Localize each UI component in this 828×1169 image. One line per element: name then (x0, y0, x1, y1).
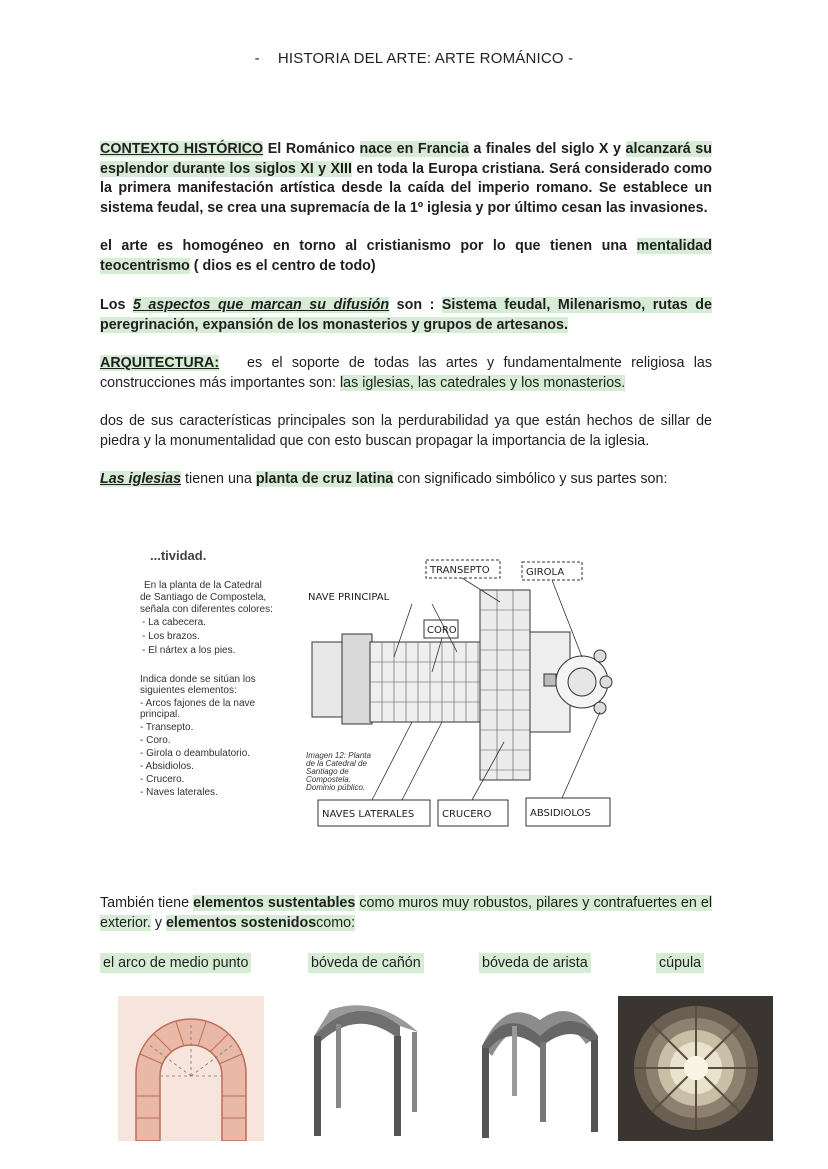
figure-list-line: principal. (140, 709, 181, 720)
figure-list-line: - Girola o deambulatorio. (140, 748, 251, 759)
figure-list-text (140, 674, 256, 798)
contexto-heading: CONTEXTO HISTÓRICO (100, 141, 264, 157)
tag-coro: CORO (427, 625, 457, 636)
tag-girola: GIROLA (526, 567, 565, 578)
aspectos-text-3: son : (396, 297, 435, 313)
figure-list-line: - Naves laterales. (140, 787, 218, 798)
tag-nave-principal: NAVE PRINCIPAL (308, 592, 390, 603)
caracteristicas-text: dos de sus características principales son la perdurabilidad ya que están hechos de sillar de piedra y la monumentalidad que con esto buscan propagar la importancia de la iglesia. (100, 413, 712, 449)
title-text: HISTORIA DEL ARTE: ARTE ROMÁNICO - (277, 50, 574, 67)
cupula-image (618, 996, 773, 1141)
iglesias-text-3: planta de cruz latina (255, 471, 394, 487)
figure-intro-line: - El nártex a los pies. (142, 645, 236, 656)
figure-list-line: - Coro. (140, 735, 171, 746)
cathedral-plan-drawing (112, 522, 692, 852)
sustentables-paragraph (100, 894, 712, 933)
tag-naves-laterales: NAVES LATERALES (322, 809, 415, 820)
figure-intro-text (140, 580, 273, 656)
caption-line: de la Catedral de (306, 759, 367, 768)
arquitectura-text-2: las iglesias, las catedrales y los monasterios. (340, 374, 626, 391)
groin-vault-illustration (476, 996, 604, 1141)
figure-caption (306, 751, 371, 792)
iglesias-paragraph (100, 470, 712, 490)
figure-intro-line: - Los brazos. (142, 631, 200, 642)
boveda-arista-image (476, 996, 604, 1141)
arco-medio-punto-image (118, 996, 264, 1141)
sustentables-text-1: También tiene (100, 895, 190, 911)
sustentables-text-4: y (154, 914, 162, 931)
homogeneo-text-3: ( dios es el centro de todo) (193, 257, 376, 274)
document-title (0, 50, 828, 67)
caracteristicas-paragraph (100, 412, 712, 451)
figure-heading: ...tividad. (150, 548, 207, 563)
label-boveda-canon: bóveda de cañón (308, 953, 424, 973)
contexto-text-2: nace en Francia (359, 141, 469, 157)
elementos-labels (100, 953, 712, 975)
iglesias-heading: Las iglesias (100, 471, 182, 487)
iglesias-text-2: tienen una (185, 471, 252, 487)
tag-crucero: CRUCERO (442, 809, 492, 820)
figure-list-line: - Absidiolos. (140, 761, 194, 772)
caption-line: Santiago de (306, 767, 349, 776)
figure-list-line: - Transepto. (140, 722, 194, 733)
contexto-text-4: alcanzará su esplendor durante los siglos XI y XIII (100, 141, 712, 177)
contexto-paragraph (100, 140, 712, 218)
aspectos-paragraph (100, 296, 712, 335)
arquitectura-paragraph (100, 354, 712, 393)
iglesias-text-4: con significado simbólico y sus partes son: (397, 471, 668, 487)
figure-intro-line: En la planta de la Catedral (144, 580, 262, 591)
sustentables-text-3: como muros muy robustos, pilares y contrafuertes en el exterior. (100, 895, 713, 931)
sustentables-text-5: elementos sostenidos (165, 914, 317, 931)
barrel-vault-illustration (306, 996, 426, 1141)
aspectos-text-4: Sistema feudal, Milenarismo, rutas de peregrinación, expansión de los monasterios y grupos de artesanos. (100, 297, 712, 333)
caption-line: Imagen 12: Planta (306, 751, 371, 760)
figure-list-line: - Arcos fajones de la nave (140, 698, 256, 709)
cathedral-plan-figure (112, 522, 692, 852)
figure-list-line: Indica donde se sitúan los (140, 674, 256, 685)
figure-intro-line: señala con diferentes colores: (140, 604, 273, 615)
figure-list-line: - Crucero. (140, 774, 185, 785)
sustentables-text-2: elementos sustentables (193, 895, 356, 911)
label-cupula: cúpula (656, 953, 704, 973)
homogeneo-paragraph (100, 237, 712, 276)
aspectos-text-2: 5 aspectos que marcan su difusión (132, 297, 390, 313)
label-arco-medio-punto: el arco de medio punto (100, 953, 251, 973)
tag-transepto: TRANSEPTO (430, 565, 490, 576)
aspectos-text-1: Los (100, 297, 126, 313)
figure-intro-line: - La cabecera. (142, 617, 206, 628)
contexto-text-5: en toda la Europa cristiana. Será considerado como la primera manifestación artística desde la caída del imperio romano. Se establece un sistema feudal, se crea una supremacía de la 1º iglesia y por último cesan las invasiones. (100, 160, 712, 216)
dome-illustration (618, 996, 773, 1141)
homogeneo-text-1: el arte es homogéneo en torno al cristianismo por lo que tienen una (100, 238, 628, 254)
sustentables-text-6: como: (316, 914, 356, 931)
homogeneo-text-2: mentalidad teocentrismo (100, 238, 712, 274)
title-dash: - (254, 50, 260, 67)
figure-list-line: siguientes elementos: (140, 685, 237, 696)
arquitectura-heading: ARQUITECTURA: (100, 355, 220, 371)
boveda-canon-image (306, 996, 426, 1141)
label-boveda-arista: bóveda de arista (479, 953, 591, 973)
arch-illustration (118, 996, 264, 1141)
contexto-text-3: a finales del siglo X y (473, 141, 621, 157)
figure-intro-line: de Santiago de Compostela, (140, 592, 267, 603)
caption-line: Compostela. (306, 775, 351, 784)
tag-absidiolos: ABSIDIOLOS (530, 808, 591, 819)
contexto-text-1: El Románico (267, 141, 355, 157)
caption-line: Dominio público. (306, 783, 366, 792)
arquitectura-text-1: es el soporte de todas las artes y fundamentalmente religiosa las construcciones más importantes son: (100, 355, 712, 391)
